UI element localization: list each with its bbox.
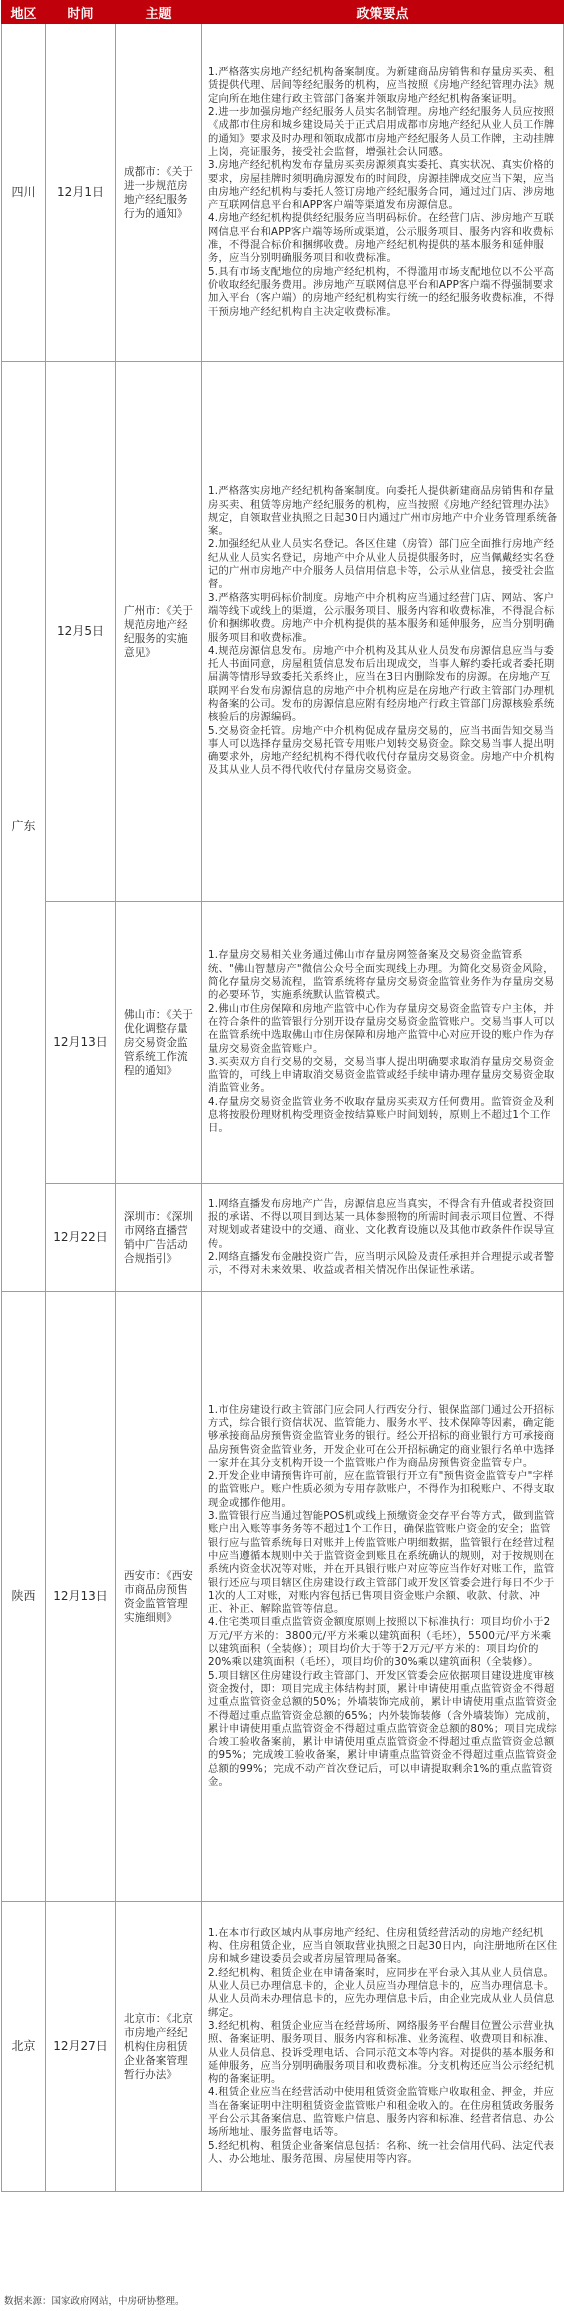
policy-point: 5.项目辖区住房建设行政主管部门、开发区管委会应依据项目建设进度审核资金拨付，即：项目完成主体结构封顶，累计申请使用重点监管资金不得超过重点监管资金总额的50%；外墙装饰完成前，累计申请使用重点监管资金不得超过重点监管资金总额的65%；内外装饰装修（含外墙装饰）完成前，累计申请使用重点监管资金不得超过重点监管资金总额的80%；项目完成综合竣工验收备案前，累计申请使用重点监管资金不得超过重点监管资金总额的95%；完成竣工验收备案，累计申请重点监管资金不得超过重点监管资金总额的99%；完成不动产首次登记后，可以申请提取剩余1%的重点监管资金。 [208,1669,557,1788]
policy-point: 2.进一步加强房地产经纪服务人员实名制管理。房地产经纪服务人员应按照《成都市住房和城乡建设局关于正式启用成都市房地产经纪从业人员工作牌的通知》要求及时办理和领取成都市房地产经纪服务人员工作牌，主动挂牌上岗，亮证服务，接受社会监督，增强社会认同感。 [208,106,555,158]
policy-point: 5.交易资金托管。房地产中介机构促成存量房交易的，应当书面告知交易当事人可以选择存量房交易托管专用账户划转交易资金。除交易当事人提出明确要求外，房地产经纪机构不得代收代付存量房交易资金。房地产中介机构及其从业人员不得代收代付存量房交易资金。 [208,724,555,777]
policy-point: 3.监管银行应当通过智能POS机或线上预缴资金交存平台等方式，做到监管账户出入账等事务务等不超过1个工作日，确保监管账户资金的安全；监管银行应与监管系统每日对账并上传监管账户明细数据，监管银行在经营过程中应当遵循本规则中关于监管资金到账且在系统确认的规则，对于按规则在系统内资金状况等对账，并在开具银行账户对应等应当作好对账工作，监管银行还应与项目辖区住房建设行政主管部门或开发区管委会进行每日不少于1次的人工对账，对账内容包括已售项目资金账户余额、收款、付款、冲正、补正、解除监管等信息。 [208,1510,555,1616]
policy-point: 5.具有市场支配地位的房地产经纪机构，不得滥用市场支配地位以不公平高价收取经纪服务费用。涉房地产互联网信息平台和APP客户端不得强制要求加入平台（客户端）的房地产经纪机构实行统一的经纪服务收费标准，不得干预房地产经纪机构自主决定收费标准。 [208,265,555,318]
table-row [2,1902,564,2192]
table-row [2,902,564,1184]
region-cell: 陕西 [2,1292,46,1902]
policy-points-cell [202,1902,564,2192]
date-cell: 12月13日 [46,1292,116,1902]
topic-cell: 佛山市：《关于优化调整存量房交易资金监管系统工作流程的通知》 [116,902,202,1184]
topic-cell: 西安市：《西安市商品房预售资金监管管理实施细则》 [116,1292,202,1902]
topic-cell: 广州市：《关于规范房地产经纪服务的实施意见》 [116,362,202,902]
policy-points-cell [202,362,564,902]
source-note: 数据来源：国家政府网站，中房研协整理。 [4,2296,185,2307]
policy-point: 2.网络直播发布金融投资广告，应当明示风险及责任承担并合理提示或者警示，不得对未来效果、收益或者相关情况作出保证性承诺。 [208,1250,555,1277]
header-date: 时间 [46,1,116,24]
table-body [2,24,564,2192]
header-region: 地区 [2,1,46,24]
policy-point: 1.在本市行政区域内从事房地产经纪、住房租赁经营活动的房地产经纪机构、住房租赁企业，应当自领取营业执照之日起30日内，向注册地所在区住房和城乡建设委员会或者房屋管理局备案。 [208,1926,558,1966]
table-row [2,1184,564,1292]
header-points: 政策要点 [202,1,564,24]
policy-point: 4.存量房交易资金监管业务不收取存量房买卖双方任何费用。监管资金及利息将按股份理财机构受理资金按结算账户时间划转，原则上不超过1个工作日。 [208,1095,555,1135]
policy-point: 4.住宅类项目重点监管资金额度原则上按照以下标准执行：项目均价小于2万元/平方米的：3800元/平方米乘以建筑面积（毛坯），5500元/平方米乘以建筑面积（全装修）；项目均价大于等于2万元/平方米的：项目均价的20%乘以建筑面积（毛坯），项目均价的30%乘以建筑面积（全装修）。 [208,1616,552,1669]
policy-point: 2.佛山市住房保障和房地产监管中心作为存量房交易资金监管专户主体，并在符合条件的监管银行分别开设存量房交易资金监管账户。交易当事人可以在监管系统中选取佛山市住房保障和房地产监管中心对应开设的账户作为存量房交易资金监管账户。 [208,1002,555,1055]
topic-cell: 北京市：《北京市房地产经纪机构住房租赁企业备案管理暂行办法》 [116,1902,202,2192]
policy-point: 2.开发企业申请预售许可前，应在监管银行开立有"预售资金监管专户"字样的监管账户。账户性质必须为专用存款账户，不得作为扣税账户、不得支取现金或挪作他用。 [208,1470,555,1509]
region-cell: 北京 [2,1902,46,2192]
policy-point: 3.房地产经纪机构发布存量房买卖房源须真实委托、真实状况、真实价格的要求，房屋挂牌时须明确房源发布的时间段，房源挂牌成交应当下架，应当由房地产经纪机构与委托人签订房地产经纪服务合同，通过过门店、涉房地产互联网信息平台和APP客户端等渠道发布房源信息。 [208,159,555,212]
policy-points-cell [202,24,564,362]
policy-point: 4.租赁企业应当在经营活动中使用租赁资金监管账户收取租金、押金，并应当在备案证明中注明租赁资金监管账户和租金收入的。在住房租赁政务服务平台公示其备案信息、监管账户信息、服务内容和标准、经营者信息、办公场所地址、服务监督电话等。 [208,2086,555,2139]
topic-cell: 成都市：《关于进一步规范房地产经纪服务行为的通知》 [116,24,202,362]
region-cell: 四川 [2,24,46,362]
policy-points-cell [202,1292,564,1902]
policy-point: 3.严格落实明码标价制度。房地产中介机构应当通过经营门店、网站、客户端等线下或线上的渠道，公示服务项目、服务内容和收费标准，不得混合标价和捆绑收费。房地产中介机构提供的基本服务和延伸服务，应当分别明确服务项目和收费标准。 [208,591,555,644]
policy-points-cell [202,1184,564,1292]
header-topic: 主题 [116,1,202,24]
policy-point: 1.严格落实房地产经纪机构备案制度。为新建商品房销售和存量房买卖、租赁提供代理、居间等经纪服务的机构，应当按照《房地产经纪管理办法》规定向所在地住建行政主管部门备案并领取房地产经纪机构备案证明。 [208,66,555,105]
table-header-row [2,1,564,24]
policy-point: 1.网络直播发布房地产广告，房源信息应当真实，不得含有升值或者投资回报的承诺、不得以项目到达某一具体参照物的所需时间表示项目位置、不得对规划或者建设中的交通、商业、文化教育设施以及其他市政条件作误导宣传。 [208,1197,555,1250]
policy-points-cell [202,902,564,1184]
policy-point: 1.存量房交易相关业务通过佛山市存量房网签备案及交易资金监管系统、"佛山智慧房产"微信公众号全面实现线上办理。为简化交易资金风险，简化存量房交易流程，监管系统将存量房交易资金监管业务作为存量房交易的必要环节，实施系统默认监管模式。 [208,949,555,1002]
date-cell: 12月13日 [46,902,116,1184]
policy-table [1,0,564,2192]
policy-point: 1.严格落实房地产经纪机构备案制度。向委托人提供新建商品房销售和存量房买卖、租赁等房地产经纪服务的机构，应当按照《房地产经纪管理办法》规定，自领取营业执照之日起30日内通过广州市房地产中介业务管理系统备案。 [208,485,558,538]
policy-point: 2.经纪机构、租赁企业在申请备案时，应同步在平台录入其从业人员信息。从业人员已办理信息卡的，企业人员应当办理信息卡的，应当办理信息卡。从业人员尚未办理信息卡的，应先办理信息卡后，由企业完成从业人员信息绑定。 [208,1966,555,2019]
date-cell: 12月5日 [46,362,116,902]
policy-point: 1.市住房建设行政主管部门应会同人行西安分行、银保监部门通过公开招标方式，综合银行资信状况、监管能力、服务水平、技术保障等因素，确定能够承接商品房预售资金监管业务的银行。经公开招标的商业银行方可承接商品房预售资金监管业务，开发企业可在公开招标确定的商业银行名单中选择一家并在其分支机构开设一个监管账户作为商品房预售资金监管专户。 [208,1403,555,1469]
date-cell: 12月27日 [46,1902,116,2192]
policy-point: 4.规范房源信息发布。房地产中介机构及其从业人员发布房源信息应当与委托人书面同意，房屋租赁信息发布后出现成交，当事人解约委托或者委托期届满等情形导致委托关系终止，应当在3日内删除发布的房源。在房地产互联网平台发布房源信息的房地产中介机构应是在房地产行政主管部门办理机构备案的公司。发布的房源信息应附有经房地产行政主管部门房源核验系统核验后的房源编码。 [208,644,555,724]
topic-cell: 深圳市：《深圳市网络直播营销中广告活动合规指引》 [116,1184,202,1292]
policy-point: 4.房地产经纪机构提供经纪服务应当明码标价。在经营门店、涉房地产互联网信息平台和APP客户端等场所或渠道，公示服务项目、服务内容和收费标准，不得混合标价和捆绑收费。房地产经纪机构提供的基本服务和延伸服务，应当分别明确服务项目和收费标准。 [208,212,555,265]
policy-point: 3.买卖双方自行交易的交易，交易当事人提出明确要求取消存量房交易资金监管的，可线上申请取消交易资金监管或经手续申请办理存量房交易资金取消监管业务。 [208,1055,555,1095]
date-cell: 12月1日 [46,24,116,362]
region-cell: 广东 [2,362,46,1292]
date-cell: 12月22日 [46,1184,116,1292]
table-row [2,362,564,902]
table-row [2,1292,564,1902]
table-row [2,24,564,362]
policy-point: 3.经纪机构、租赁企业应当在经营场所、网络服务平台醒目位置公示营业执照、备案证明、服务项目、服务内容和标准、业务流程、收费项目和标准、从业人员信息、投诉受理电话、合同示范文本等内容。对提供的基本服务和延伸服务，应当分别明确服务项目和收费标准。分支机构还应当公示经纪机构的备案证明。 [208,2019,555,2086]
policy-point: 5.经纪机构、租赁企业备案信息包括：名称、统一社会信用代码、法定代表人、办公地址、服务范围、房屋使用等内容。 [208,2139,555,2165]
policy-point: 2.加强经纪从业人员实名登记。各区住建（房管）部门应全面推行房地产经纪从业人员实名登记，房地产中介从业人员提供服务时，应当佩戴经实名登记的广州市房地产中介服务人员信用信息卡等，公示从业信息，接受社会监督。 [208,538,555,591]
